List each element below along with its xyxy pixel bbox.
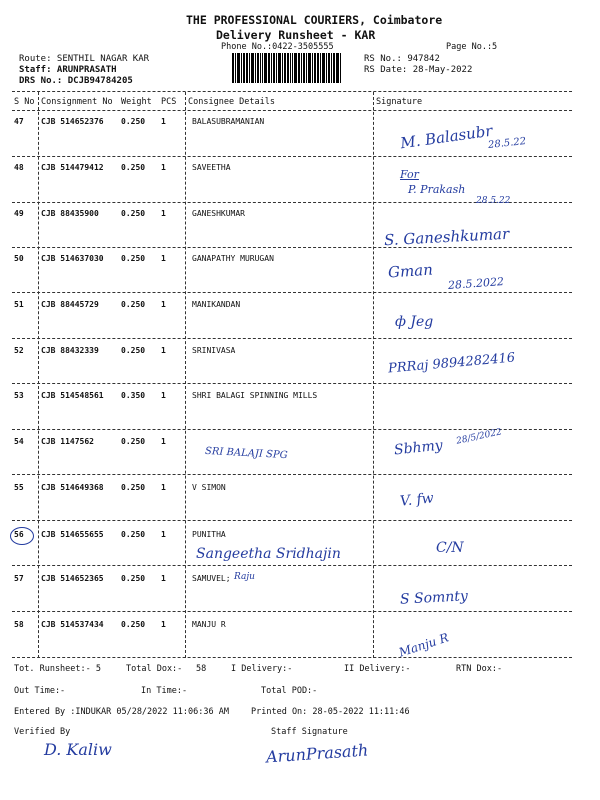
row-pcs: 1 — [161, 574, 166, 583]
row-pcs: 1 — [161, 346, 166, 355]
handwritten-signature: PRRaj 9894282416 — [387, 350, 516, 377]
handwritten-signature: For — [400, 168, 419, 181]
in-time: In Time:- — [141, 686, 188, 696]
row-rule — [12, 474, 572, 475]
col-sno: S No — [14, 97, 35, 107]
row-weight: 0.250 — [121, 620, 146, 629]
row-weight: 0.250 — [121, 483, 146, 492]
handwritten-signature: Sbhmy — [393, 437, 444, 459]
row-consignee: GANAPATHY MURUGAN — [192, 254, 274, 263]
printed-on: Printed On: 28-05-2022 11:11:46 — [251, 707, 410, 717]
ii-delivery: II Delivery:- — [344, 664, 411, 674]
row-consignee: SAMUVEL; — [192, 574, 231, 583]
col-signature: Signature — [376, 97, 423, 107]
rs-number: RS No.: 947842 — [364, 54, 440, 64]
row-pcs: 1 — [161, 483, 166, 492]
rs-date: RS Date: 28-May-2022 — [364, 65, 473, 75]
drs-number: DRS No.: DCJB94784205 — [19, 76, 133, 86]
handwritten-signature: P. Prakash — [408, 183, 466, 196]
row-consignee: PUNITHA — [192, 530, 226, 539]
row-consignment: CJB 514652365 — [41, 574, 104, 583]
row-rule — [12, 156, 572, 157]
row-sno: 51 — [14, 300, 24, 309]
handwritten-signature: Gman — [387, 260, 434, 282]
row-weight: 0.250 — [121, 117, 146, 126]
row-consignment: CJB 1147562 — [41, 437, 94, 446]
row-rule — [12, 520, 572, 521]
verified-by-label: Verified By — [14, 727, 71, 737]
handwritten-consignee-note: SRI BALAJI SPG — [204, 445, 288, 462]
row-consignee: GANESHKUMAR — [192, 209, 245, 218]
handwritten-date: 28/5/2022 — [455, 427, 503, 447]
row-consignee: MANIKANDAN — [192, 300, 241, 309]
handwritten-date: 28.5.22 — [487, 136, 527, 151]
route: Route: SENTHIL NAGAR KAR — [19, 54, 150, 64]
row-pcs: 1 — [161, 254, 166, 263]
staff-signature-label: Staff Signature — [271, 727, 348, 737]
row-consignee: MANJU R — [192, 620, 226, 629]
row-pcs: 1 — [161, 437, 166, 446]
page-number: Page No.:5 — [446, 42, 498, 52]
row-sno: 55 — [14, 483, 24, 492]
row-pcs: 1 — [161, 209, 166, 218]
row-weight: 0.250 — [121, 300, 146, 309]
row-weight: 0.250 — [121, 574, 146, 583]
row-pcs: 1 — [161, 391, 166, 400]
row-rule — [12, 565, 572, 566]
row-weight: 0.250 — [121, 346, 146, 355]
row-sno: 50 — [14, 254, 24, 263]
verifier-signature: D. Kaliw — [44, 740, 112, 759]
row-sno: 52 — [14, 346, 24, 355]
total-pod: Total POD:- — [261, 686, 318, 696]
handwritten-date: 28.5.22 — [476, 196, 511, 206]
row-sno: 56 — [14, 530, 24, 539]
handwritten-consignee-note: Sangeetha Sridhajin — [196, 546, 341, 562]
row-rule — [12, 292, 572, 293]
handwritten-signature: C/N — [436, 540, 464, 556]
row-sno: 58 — [14, 620, 24, 629]
phone-number: Phone No.:0422-3505555 — [221, 42, 334, 52]
col-consignment: Consignment No — [41, 97, 113, 107]
handwritten-signature: V. fw — [399, 490, 435, 510]
table-bottom-rule — [12, 657, 572, 658]
header-bottom-rule — [12, 110, 572, 111]
row-weight: 0.250 — [121, 163, 146, 172]
row-consignment: CJB 514652376 — [41, 117, 104, 126]
row-consignment: CJB 514537434 — [41, 620, 104, 629]
row-pcs: 1 — [161, 300, 166, 309]
row-weight: 0.250 — [121, 530, 146, 539]
row-pcs: 1 — [161, 530, 166, 539]
total-dox-value: 58 — [196, 664, 207, 674]
handwritten-signature: S. Ganeshkumar — [383, 224, 510, 250]
row-consignee: V SIMON — [192, 483, 226, 492]
handwritten-signature: Manju R — [397, 630, 451, 660]
row-sno: 48 — [14, 163, 24, 172]
row-consignee: BALASUBRAMANIAN — [192, 117, 265, 126]
col-divider — [373, 92, 374, 658]
row-pcs: 1 — [161, 163, 166, 172]
row-consignment: CJB 514655655 — [41, 530, 104, 539]
row-consignment: CJB 88432339 — [41, 346, 99, 355]
row-rule — [12, 611, 572, 612]
handwritten-signature: ф Jeg — [395, 314, 434, 330]
rtn-dox: RTN Dox:- — [456, 664, 503, 674]
row-consignee: SAVEETHA — [192, 163, 231, 172]
row-weight: 0.350 — [121, 391, 146, 400]
row-weight: 0.250 — [121, 254, 146, 263]
row-consignment: CJB 514637030 — [41, 254, 104, 263]
staff-signature: ArunPrasath — [265, 740, 369, 767]
row-consignment: CJB 514548561 — [41, 391, 104, 400]
handwritten-consignee-note: Raju — [234, 572, 255, 582]
row-consignment: CJB 514479412 — [41, 163, 104, 172]
row-consignee: SHRI BALAGI SPINNING MILLS — [192, 391, 318, 400]
row-consignment: CJB 514649368 — [41, 483, 104, 492]
barcode — [232, 53, 358, 83]
sheet-title: Delivery Runsheet - KAR — [216, 28, 376, 42]
row-rule — [12, 338, 572, 339]
row-consignment: CJB 88445729 — [41, 300, 99, 309]
entered-by: Entered By :INDUKAR 05/28/2022 11:06:36 AM — [14, 707, 229, 717]
row-pcs: 1 — [161, 620, 166, 629]
row-sno: 54 — [14, 437, 24, 446]
col-pcs: PCS — [161, 97, 177, 107]
row-sno: 57 — [14, 574, 24, 583]
row-sno: 53 — [14, 391, 24, 400]
col-consignee: Consignee Details — [188, 97, 275, 107]
row-rule — [12, 247, 572, 248]
row-sno: 47 — [14, 117, 24, 126]
row-pcs: 1 — [161, 117, 166, 126]
handwritten-date: 28.5.2022 — [447, 275, 505, 292]
row-consignment: CJB 88435900 — [41, 209, 99, 218]
total-runsheet: Tot. Runsheet:- 5 — [14, 664, 101, 674]
col-divider — [38, 92, 39, 658]
company-name: THE PROFESSIONAL COURIERS, Coimbatore — [186, 13, 443, 27]
row-consignee: SRINIVASA — [192, 346, 236, 355]
total-dox-label: Total Dox:- — [126, 664, 183, 674]
staff-name: Staff: ARUNPRASATH — [19, 65, 117, 75]
col-divider — [185, 92, 186, 658]
row-sno: 49 — [14, 209, 24, 218]
header-top-rule — [12, 91, 572, 92]
handwritten-signature: M. Balasubr — [399, 121, 494, 153]
row-rule — [12, 383, 572, 384]
row-weight: 0.250 — [121, 437, 146, 446]
i-delivery: I Delivery:- — [231, 664, 293, 674]
row-weight: 0.250 — [121, 209, 146, 218]
out-time: Out Time:- — [14, 686, 66, 696]
col-weight: Weight — [121, 97, 152, 107]
handwritten-signature: S Somnty — [399, 588, 469, 608]
